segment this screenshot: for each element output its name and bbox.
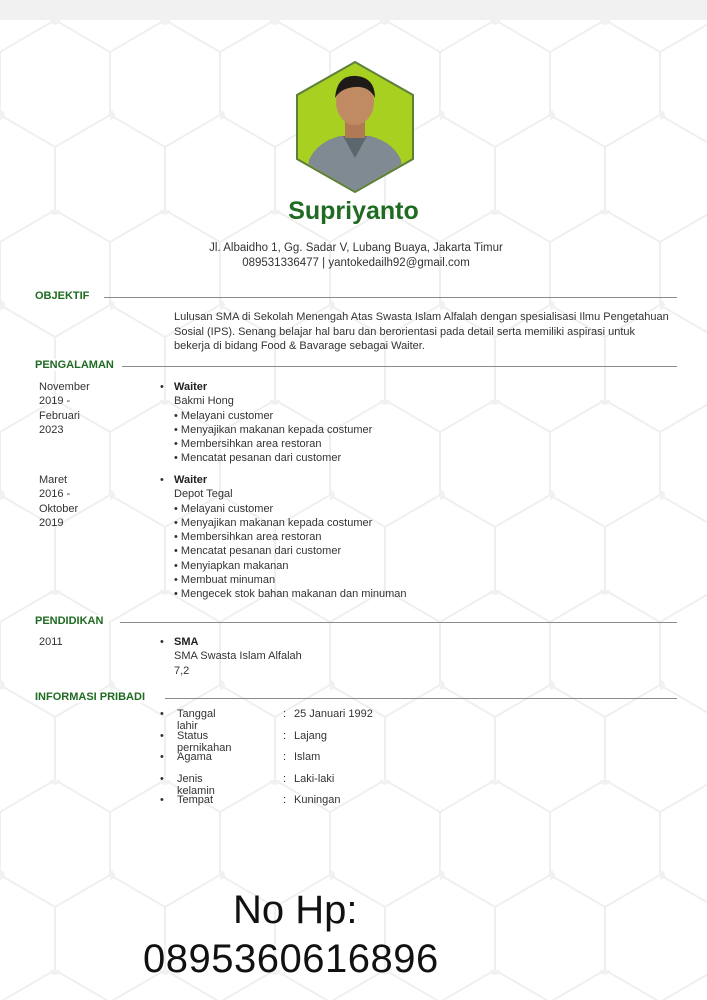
education-score: 7,2: [174, 664, 190, 677]
job-task: • Mengecek stok bahan makanan dan minuman: [174, 588, 407, 601]
section-title-personal: INFORMASI PRIBADI: [35, 691, 151, 703]
bullet: •: [160, 381, 164, 393]
job-role: Waiter: [174, 381, 208, 393]
job-task: • Melayani customer: [174, 502, 274, 515]
experience-date: Maret 2016 - Oktober 2019: [39, 474, 79, 529]
job-task: • Menyiapkan makanan: [174, 559, 289, 572]
job-task: • Menyajikan makanan kepada costumer: [174, 516, 373, 529]
info-value: Kuningan: [294, 794, 341, 806]
job-task: • Membuat minuman: [174, 574, 276, 587]
objective-text: Lulusan SMA di Sekolah Menengah Atas Swasta Islam Alfalah dengan spesialisasi Ilmu Pengetahuan Sosial (IPS). Senang belajar hal baru dan berorientasi pada detail serta memiliki aspirasi untuk bekerja di bidang Food & Bavarage sebagai Waiter.: [174, 311, 669, 352]
experience-entry: [160, 380, 372, 466]
info-label: Tanggal lahir: [177, 708, 216, 732]
job-task: • Mencatat pesanan dari customer: [174, 452, 342, 465]
job-task: • Melayani customer: [174, 409, 274, 422]
section-divider: [120, 622, 677, 623]
job-place: Bakmi Hong: [174, 395, 234, 408]
phone-number: 0895360616896: [143, 937, 439, 981]
job-place: Depot Tegal: [174, 488, 233, 501]
contact-info: 089531336477 | yantokedailh92@gmail.com: [242, 257, 470, 269]
section-title-objective: OBJEKTIF: [35, 290, 95, 302]
job-task: • Membersihkan area restoran: [174, 438, 322, 451]
phone-label: No Hp:: [233, 888, 358, 932]
section-title-experience: PENGALAMAN: [35, 359, 120, 371]
info-value: 25 Januari 1992: [294, 708, 373, 720]
school-name: SMA Swasta Islam Alfalah: [174, 650, 302, 663]
info-value: Laki-laki: [294, 772, 335, 785]
job-role: Waiter: [174, 474, 208, 486]
bullet: •: [160, 474, 164, 486]
education-entry: [160, 635, 302, 678]
education-level: SMA: [174, 636, 199, 648]
section-title-education: PENDIDIKAN: [35, 615, 109, 627]
info-label: Status pernikahan: [177, 729, 232, 754]
info-label: Jenis kelamin: [177, 772, 215, 797]
candidate-name: Supriyanto: [288, 197, 419, 225]
job-task: • Menyajikan makanan kepada costumer: [174, 423, 373, 436]
bullet: •: [160, 636, 164, 648]
top-bar: [0, 0, 707, 20]
job-task: • Membersihkan area restoran: [174, 531, 322, 544]
info-value: Islam: [294, 751, 321, 763]
info-value: Lajang: [294, 729, 328, 742]
education-year: 2011: [39, 636, 63, 648]
experience-entry: [160, 473, 407, 602]
experience-date: November 2019 - Februari 2023: [39, 381, 90, 436]
section-divider: [104, 297, 677, 298]
job-task: • Mencatat pesanan dari customer: [174, 545, 342, 558]
info-label: Agama: [177, 751, 212, 763]
address: Jl. Albaidho 1, Gg. Sadar V, Lubang Buaya, Jakarta Timur: [209, 242, 503, 254]
profile-photo: [295, 60, 415, 194]
section-divider: [165, 698, 677, 699]
section-divider: [122, 366, 677, 367]
info-label: Tempat: [177, 794, 214, 806]
